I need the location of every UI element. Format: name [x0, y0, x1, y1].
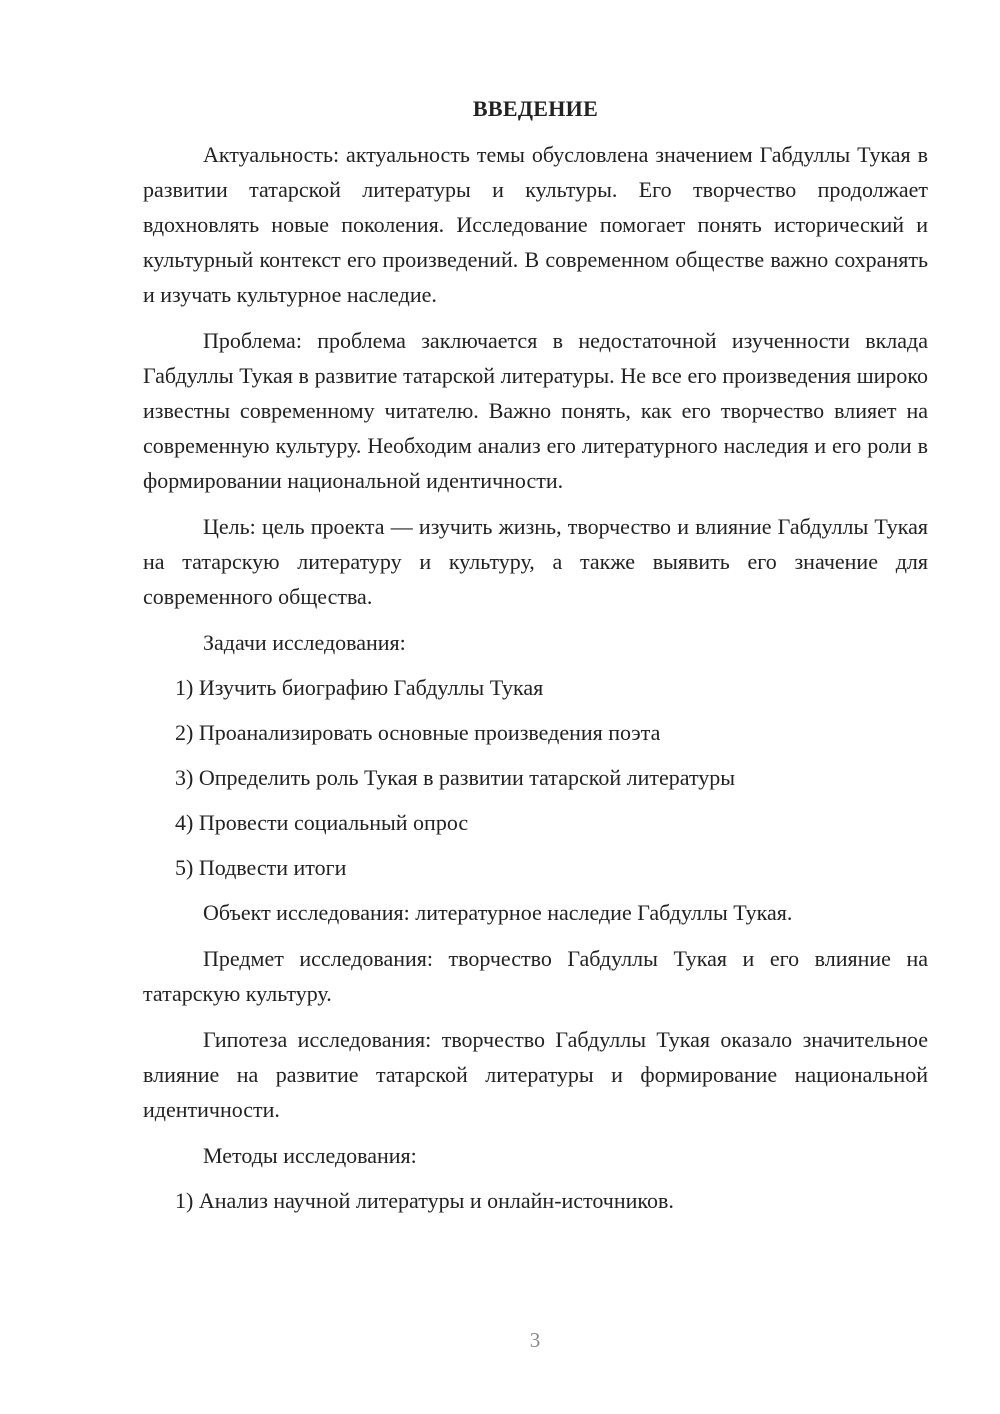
tasks-list [143, 670, 928, 885]
task-item: 2) Проанализировать основные произведения поэта [175, 720, 661, 745]
task-item: 1) Изучить биографию Габдуллы Тукая [175, 675, 544, 700]
subject-paragraph: Предмет исследования: творчество Габдуллы Тукая и его влияние на татарскую культуру. [143, 946, 928, 1006]
page-number: 3 [529, 1328, 541, 1352]
methods-list [143, 1183, 928, 1218]
task-item: 3) Определить роль Тукая в развитии татарской литературы [175, 765, 736, 790]
hypothesis-paragraph: Гипотеза исследования: творчество Габдуллы Тукая оказало значительное влияние на развитие татарской литературы и формирование национальной идентичности. [143, 1027, 928, 1122]
page-title: ВВЕДЕНИЕ [472, 96, 599, 121]
relevance-paragraph: Актуальность: актуальность темы обусловлена значением Габдуллы Тукая в развитии татарской литературы и культуры. Его творчество продолжает вдохновлять новые поколения. Исследование помогает понять исторический и культурный контекст его произведений. В современном обществе важно сохранять и изучать культурное наследие. [143, 142, 928, 307]
page-content [143, 91, 928, 1228]
method-item: 1) Анализ научной литературы и онлайн-источников. [175, 1188, 674, 1213]
object-paragraph: Объект исследования: литературное наследие Габдуллы Тукая. [203, 900, 793, 925]
task-item: 5) Подвести итоги [175, 855, 347, 880]
task-item: 4) Провести социальный опрос [175, 810, 469, 835]
methods-heading: Методы исследования: [203, 1143, 417, 1168]
goal-paragraph: Цель: цель проекта — изучить жизнь, творчество и влияние Габдуллы Тукая на татарскую литературу и культуру, а также выявить его значение для современного общества. [143, 514, 928, 609]
tasks-heading: Задачи исследования: [203, 630, 406, 655]
problem-paragraph: Проблема: проблема заключается в недостаточной изученности вклада Габдуллы Тукая в развитие татарской литературы. Не все его произведения широко известны современному читателю. Важно понять, как его творчество влияет на современную культуру. Необходим анализ его литературного наследия и его роли в формировании национальной идентичности. [143, 328, 928, 493]
